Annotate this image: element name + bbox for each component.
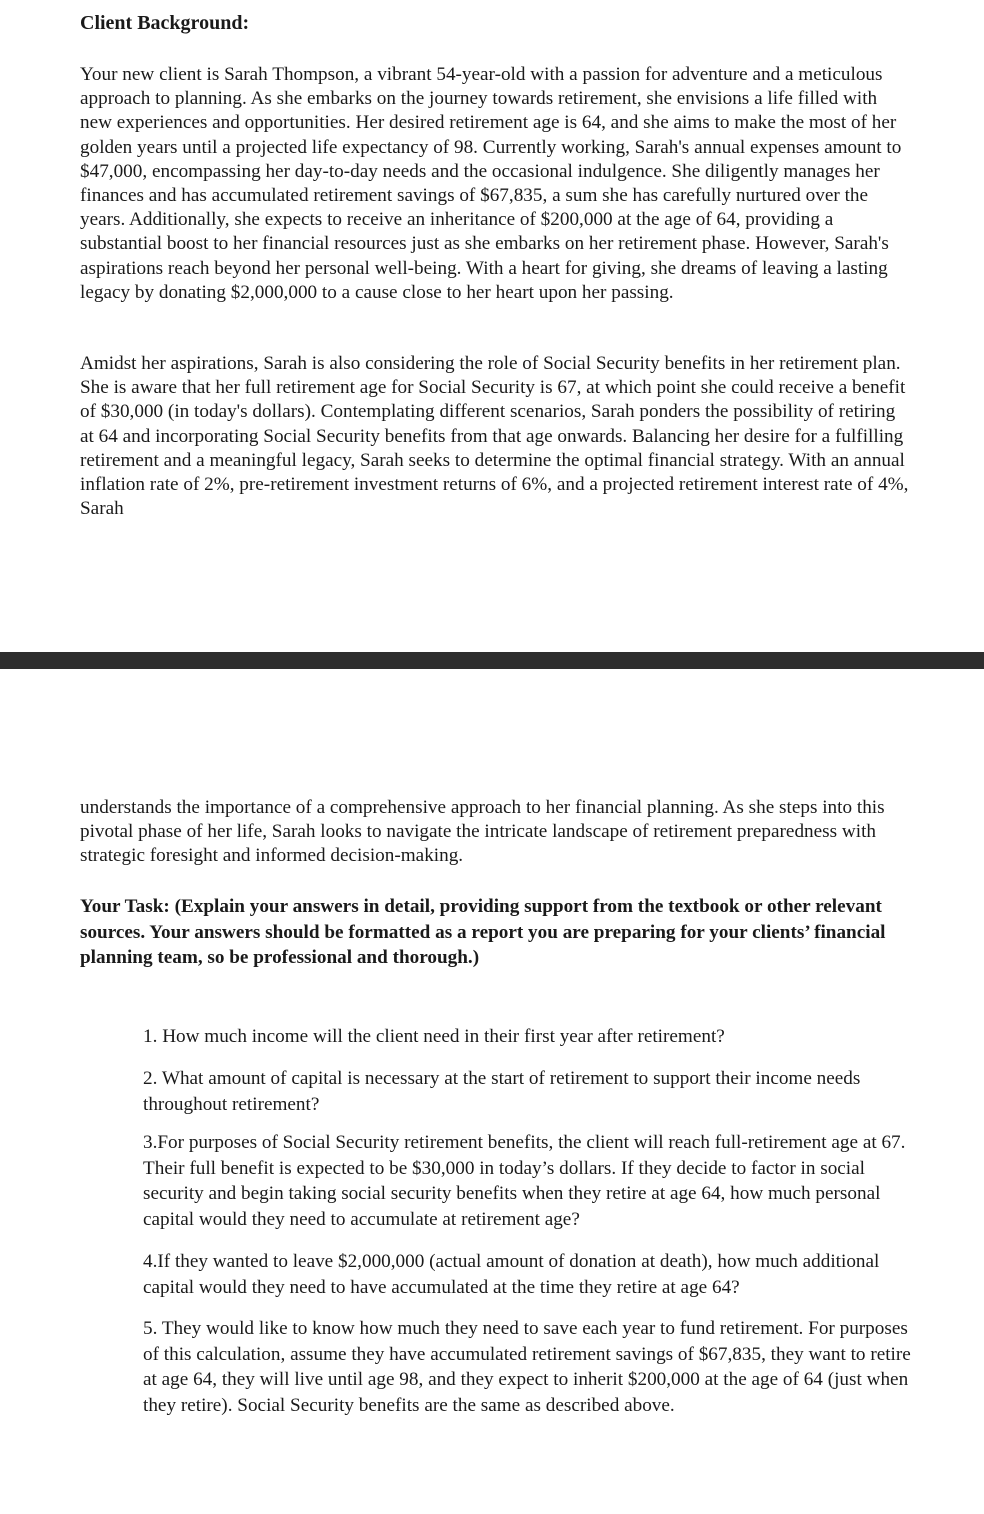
question-1: 1. How much income will the client need in their first year after retirement? <box>143 1026 725 1047</box>
task-instructions: Your Task: (Explain your answers in detail, providing support from the textbook or other relevant sources. Your answers should be formatted as a report you are preparing for your clients’ financial planning team, so be professional and thorough.) <box>80 896 886 968</box>
background-paragraph-2: Amidst her aspirations, Sarah is also considering the role of Social Security benefits in her retirement plan. She is aware that her full retirement age for Social Security is 67, at which point she could receive a benefit of $30,000 (in today's dollars). Contemplating different scenarios, Sarah ponders the possibility of retiring at 64 and incorporating Social Security benefits from that age onwards. Balancing her desire for a fulfilling retirement and a meaningful legacy, Sarah seeks to determine the optimal financial strategy. With an annual inflation rate of 2%, pre-retirement investment returns of 6%, and a projected retirement interest rate of 4%, Sarah <box>80 353 909 520</box>
question-5: 5. They would like to know how much they need to save each year to fund retirement. For purposes of this calculation, assume they have accumulated retirement savings of $67,835, they want to retire at age 64, they will live until age 98, and they expect to inherit $200,000 at the age of 64 (just when they retire). Social Security benefits are the same as described above. <box>143 1318 911 1416</box>
section-heading: Client Background: <box>80 12 250 34</box>
document-page-2 <box>0 669 984 1514</box>
question-2: 2. What amount of capital is necessary at the start of retirement to support their income needs throughout retirement? <box>143 1068 861 1115</box>
background-paragraph-3: understands the importance of a comprehensive approach to her financial planning. As she steps into this pivotal phase of her life, Sarah looks to navigate the intricate landscape of retirement preparedness with strategic foresight and informed decision-making. <box>80 797 885 867</box>
page-break-divider <box>0 652 984 669</box>
question-4: 4.If they wanted to leave $2,000,000 (actual amount of donation at death), how much additional capital would they need to have accumulated at the time they retire at age 64? <box>143 1251 880 1298</box>
document-page-1 <box>0 0 984 652</box>
background-paragraph-1: Your new client is Sarah Thompson, a vibrant 54-year-old with a passion for adventure and a meticulous approach to planning. As she embarks on the journey towards retirement, she envisions a life filled with new experiences and opportunities. Her desired retirement age is 64, and she aims to make the most of her golden years until a projected life expectancy of 98. Currently working, Sarah's annual expenses amount to $47,000, encompassing her day-to-day needs and the occasional indulgence. She diligently manages her finances and has accumulated retirement savings of $67,835, a sum she has carefully nurtured over the years. Additionally, she expects to receive an inheritance of $200,000 at the age of 64, providing a substantial boost to her financial resources just as she embarks on her retirement phase. However, Sarah's aspirations reach beyond her personal well-being. With a heart for giving, she dreams of leaving a lasting legacy by donating $2,000,000 to a cause close to her heart upon her passing. <box>80 64 902 303</box>
question-3: 3.For purposes of Social Security retirement benefits, the client will reach full-retirement age at 67. Their full benefit is expected to be $30,000 in today’s dollars. If they decide to factor in social security and begin taking social security benefits when they retire at age 64, how much personal capital would they need to accumulate at retirement age? <box>143 1132 906 1230</box>
